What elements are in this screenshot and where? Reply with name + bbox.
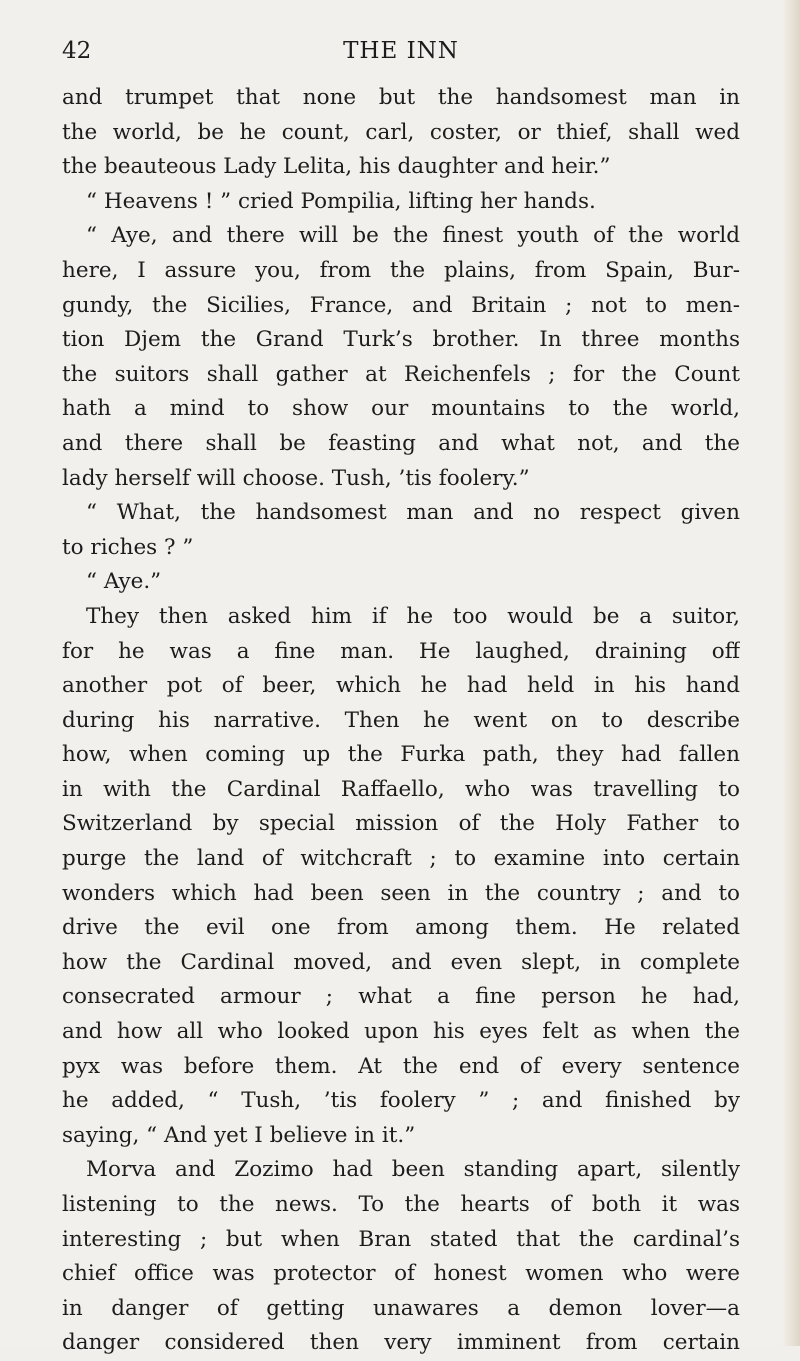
- text-line: “ What, the handsomest man and no respect given: [86, 500, 740, 526]
- page-header: [62, 38, 740, 68]
- text-line: how the Cardinal moved, and even slept, in complete: [62, 949, 740, 975]
- text-line: he added, “ Tush, ’tis foolery ” ; and finished by: [62, 1088, 740, 1114]
- text-line: in danger of getting unawares a demon lover—a: [62, 1295, 740, 1321]
- text-line: wonders which had been seen in the country ; and to: [62, 880, 740, 906]
- text-line: saying, “ And yet I believe in it.”: [62, 1122, 416, 1148]
- text-line: gundy, the Sicilies, France, and Britain ; not to men-: [62, 292, 740, 318]
- page-edge: [782, 0, 800, 1346]
- text-line: chief office was protector of honest women who were: [62, 1261, 740, 1287]
- text-line: listening to the news. To the hearts of both it was: [62, 1192, 740, 1217]
- text-line: consecrated armour ; what a fine person he had,: [62, 984, 740, 1010]
- text-line: and trumpet that none but the handsomest man in: [62, 85, 740, 110]
- text-line: “ Aye.”: [86, 569, 162, 595]
- body-text: [62, 81, 740, 1361]
- text-line: and there shall be feasting and what not, and the: [62, 430, 740, 456]
- text-line: Morva and Zozimo had been standing apart, silently: [86, 1157, 740, 1183]
- text-line: to riches ? ”: [62, 534, 194, 560]
- text-line: the world, be he count, carl, coster, or thief, shall wed: [62, 119, 740, 145]
- text-line: Switzerland by special mission of the Holy Father to: [62, 811, 740, 837]
- text-line: hath a mind to show our mountains to the world,: [62, 396, 740, 422]
- text-line: lady herself will choose. Tush, ’tis foolery.”: [62, 465, 530, 491]
- text-line: here, I assure you, from the plains, from Spain, Bur-: [62, 257, 740, 283]
- text-line: how, when coming up the Furka path, they had fallen: [62, 742, 740, 768]
- page-number: 42: [62, 38, 92, 64]
- text-line: “ Aye, and there will be the finest youth of the world: [86, 223, 740, 249]
- text-line: They then asked him if he too would be a suitor,: [86, 603, 740, 629]
- text-line: “ Heavens ! ” cried Pompilia, lifting her hands.: [86, 188, 596, 214]
- text-line: for he was a fine man. He laughed, draining off: [62, 638, 740, 664]
- text-line: during his narrative. Then he went on to describe: [62, 707, 740, 733]
- text-line: purge the land of witchcraft ; to examine into certain: [62, 846, 740, 872]
- text-line: pyx was before them. At the end of every sentence: [62, 1053, 740, 1079]
- text-line: another pot of beer, which he had held in his hand: [62, 673, 740, 699]
- text-line: the suitors shall gather at Reichenfels ; for the Count: [62, 361, 740, 387]
- text-line: in with the Cardinal Raffaello, who was travelling to: [62, 776, 740, 802]
- text-line: interesting ; but when Bran stated that the cardinal’s: [62, 1226, 740, 1252]
- text-line: tion Djem the Grand Turk’s brother. In three months: [62, 327, 740, 353]
- text-line: the beauteous Lady Lelita, his daughter and heir.”: [62, 154, 611, 180]
- running-title: THE INN: [343, 38, 459, 64]
- text-line: danger considered then very imminent from certain: [62, 1330, 740, 1356]
- text-line: drive the evil one from among them. He related: [62, 915, 740, 941]
- text-line: and how all who looked upon his eyes felt as when the: [62, 1019, 740, 1045]
